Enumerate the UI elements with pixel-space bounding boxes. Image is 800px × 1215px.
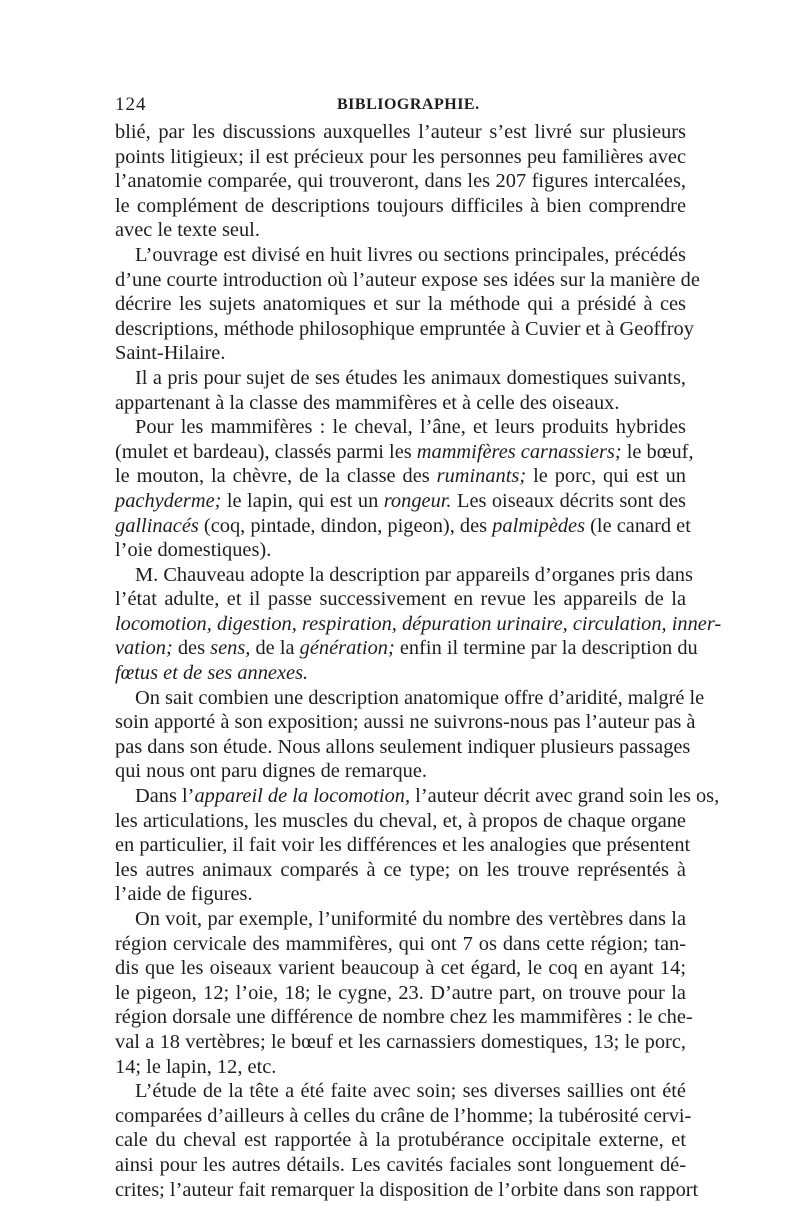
text-line: dis que les oiseaux varient beaucoup à cet égard, le coq en ayant 14; <box>115 957 686 980</box>
italic-term: sens, <box>210 637 251 660</box>
paragraph <box>115 907 693 1079</box>
text-line: décrire les sujets anatomiques et sur la méthode qui a présidé à ces <box>115 293 686 316</box>
page-number: 124 <box>115 94 147 115</box>
text-line: d’une courte introduction où l’auteur expose ses idées sur la manière de <box>115 268 700 291</box>
paragraph <box>115 563 722 686</box>
italic-term: locomotion, digestion, respiration, dépuration urinaire, circulation, inner- <box>115 612 722 635</box>
text-line: les autres animaux comparés à ce type; on les trouve représentés à <box>115 858 686 881</box>
text-line: l’oie domestiques). <box>115 539 272 562</box>
text-line: Dans l’appareil de la locomotion, l’auteur décrit avec grand soin les os, <box>135 785 720 808</box>
text-line: le mouton, la chèvre, de la classe des ruminants; le porc, qui est un <box>115 465 686 488</box>
text-line: L’ouvrage est divisé en huit livres ou sections principales, précédés <box>135 243 686 266</box>
text-line: le pigeon, 12; l’oie, 18; le cygne, 23. D’autre part, on trouve pour la <box>115 981 686 1004</box>
text-line: vation; des sens, de la génération; enfin il termine par la description du <box>115 637 698 660</box>
text-line: soin apporté à son exposition; aussi ne suivrons-nous pas l’auteur pas à <box>115 711 696 734</box>
text-line: Pour les mammifères : le cheval, l’âne, et leurs produits hybrides <box>135 416 686 439</box>
text-line: comparées d’ailleurs à celles du crâne de l’homme; la tubérosité cervi- <box>115 1104 692 1127</box>
italic-term: ruminants; <box>436 465 527 488</box>
text-line: l’aide de figures. <box>115 883 253 906</box>
body-text <box>115 120 722 1202</box>
running-title: BIBLIOGRAPHIE. <box>337 96 480 113</box>
text-line: points litigieux; il est précieux pour les personnes peu familières avec <box>115 145 686 168</box>
text-line: région cervicale des mammifères, qui ont 7 os dans cette région; tan- <box>115 932 686 955</box>
text-line: pachyderme; le lapin, qui est un rongeur. Les oiseaux décrits sont des <box>115 489 686 512</box>
paragraph <box>115 243 700 366</box>
text-line: L’étude de la tête a été faite avec soin; ses diverses saillies ont été <box>135 1080 686 1103</box>
text-line: On voit, par exemple, l’uniformité du nombre des vertèbres dans la <box>135 908 686 930</box>
text-line: l’état adulte, et il passe successivement en revue les appareils de la <box>115 588 686 611</box>
text-line: ainsi pour les autres détails. Les cavités faciales sont longuement dé- <box>115 1153 686 1176</box>
text-line: On sait combien une description anatomique offre d’aridité, malgré le <box>135 686 705 709</box>
text-line: pas dans son étude. Nous allons seulement indiquer plusieurs passages <box>115 735 691 758</box>
paragraph <box>115 120 686 243</box>
paragraph <box>115 784 720 907</box>
text-line: le complément de descriptions toujours difficiles à bien comprendre <box>115 194 686 217</box>
text-line: région dorsale une différence de nombre chez les mammifères : le che- <box>115 1006 693 1029</box>
book-page <box>115 94 722 1202</box>
text-line: les articulations, les muscles du cheval, et, à propos de chaque organe <box>115 809 686 832</box>
italic-term: gallinacés <box>115 514 199 537</box>
page-header <box>115 94 686 120</box>
text-line: cale du cheval est rapportée à la protubérance occipitale externe, et <box>115 1129 686 1152</box>
text-line: l’anatomie comparée, qui trouveront, dans les 207 figures intercalées, <box>115 170 686 193</box>
italic-term: pachyderme; <box>115 489 222 512</box>
text-line: 14; le lapin, 12, etc. <box>115 1055 277 1078</box>
text-line: qui nous ont paru dignes de remarque. <box>115 760 428 783</box>
text-line: avec le texte seul. <box>115 219 260 242</box>
text-line: val a 18 vertèbres; le bœuf et les carnassiers domestiques, 13; le porc, <box>115 1030 686 1053</box>
text-line <box>115 612 722 637</box>
text-line <box>115 661 686 686</box>
italic-term: mammifères carnassiers; <box>416 440 622 463</box>
italic-term: génération; <box>299 637 395 660</box>
text-line: descriptions, méthode philosophique empruntée à Cuvier et à Geoffroy <box>115 317 694 340</box>
italic-term: vation; <box>115 637 173 660</box>
paragraph <box>115 1079 699 1202</box>
text-line: gallinacés (coq, pintade, dindon, pigeon), des palmipèdes (le canard et <box>115 514 691 537</box>
italic-term: palmipèdes <box>492 514 586 537</box>
text-line: M. Chauveau adopte la description par appareils d’organes pris dans <box>135 563 693 586</box>
text-line: Saint-Hilaire. <box>115 342 226 365</box>
paragraph <box>115 366 686 415</box>
text-line: Il a pris pour sujet de ses études les animaux domestiques suivants, <box>135 366 686 389</box>
text-line: en particulier, il fait voir les différences et les analogies que présentent <box>115 834 691 857</box>
text-line: crites; l’auteur fait remarquer la disposition de l’orbite dans son rapport <box>115 1178 699 1201</box>
italic-term: appareil de la locomotion, <box>194 785 411 808</box>
text-line: appartenant à la classe des mammifères et à celle des oiseaux. <box>115 391 620 414</box>
italic-term: rongeur. <box>383 489 452 512</box>
text-line: blié, par les discussions auxquelles l’auteur s’est livré sur plusieurs <box>115 121 686 143</box>
paragraph <box>115 686 705 784</box>
italic-term: fœtus et de ses annexes. <box>115 662 309 685</box>
paragraph <box>115 415 694 563</box>
text-line: (mulet et bardeau), classés parmi les mammifères carnassiers; le bœuf, <box>115 440 694 463</box>
